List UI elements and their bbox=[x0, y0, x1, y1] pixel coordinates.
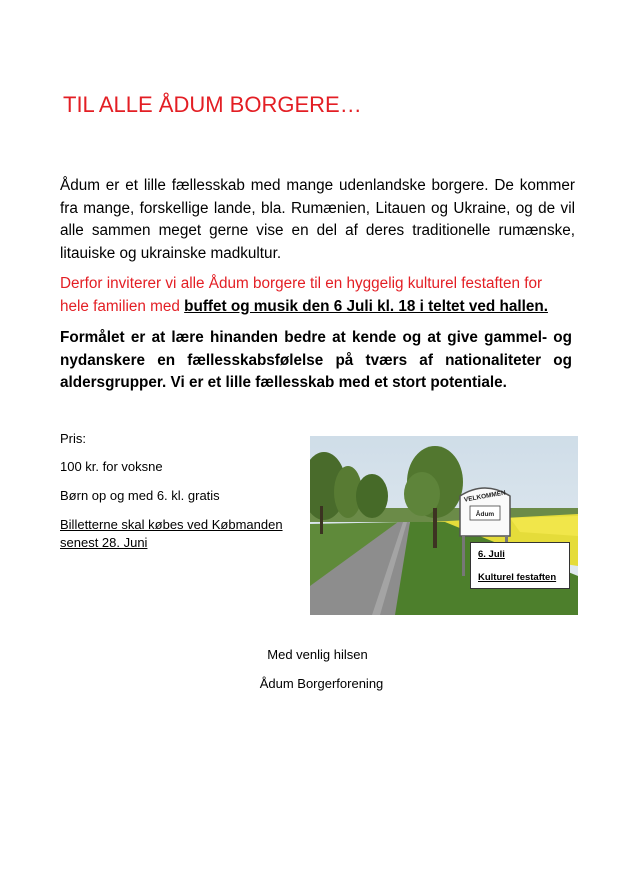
price-label: Pris: bbox=[60, 431, 86, 446]
price-children: Børn op og med 6. kl. gratis bbox=[60, 488, 220, 503]
ticket-info: Billetterne skal købes ved Købmanden senest 28. Juni bbox=[60, 517, 283, 550]
event-sign-overlay bbox=[470, 542, 570, 589]
invitation-text: Derfor inviterer vi alle Ådum borgere til en hyggelig kulturel festaften for hele familien med bbox=[60, 275, 543, 315]
event-details: buffet og musik den 6 Juli kl. 18 i teltet ved hallen. bbox=[184, 297, 548, 315]
price-adults: 100 kr. for voksne bbox=[60, 459, 163, 474]
closing-greeting: Med venlig hilsen bbox=[267, 647, 368, 662]
sign-date: 6. Juli bbox=[478, 549, 505, 560]
sign-town-text: Ådum bbox=[475, 511, 495, 518]
sign-event: Kulturel festaften bbox=[478, 572, 557, 583]
purpose-paragraph: Formålet er at lære hinanden bedre at kende og at give gammel- og nydanskere en fællesskabsfølelse på tværs af nationaliteter og aldersgrupper. Vi er et lille fællesskab med et stort potentiale. bbox=[60, 329, 572, 392]
sign-top-text: VELKOMMEN bbox=[463, 489, 507, 504]
intro-paragraph: Ådum er et lille fællesskab med mange udenlandske borgere. De kommer fra mange, forskellige lande, bla. Rumænien, Litauen og Ukraine, og de vil alle sammen meget gerne vise en del af deres traditionelle rumænske, litauiske og ukrainske madkultur. bbox=[60, 177, 575, 262]
closing-signature: Ådum Borgerforening bbox=[259, 676, 384, 691]
page-title: TIL ALLE ÅDUM BORGERE… bbox=[63, 92, 362, 117]
invitation-paragraph bbox=[60, 273, 575, 318]
